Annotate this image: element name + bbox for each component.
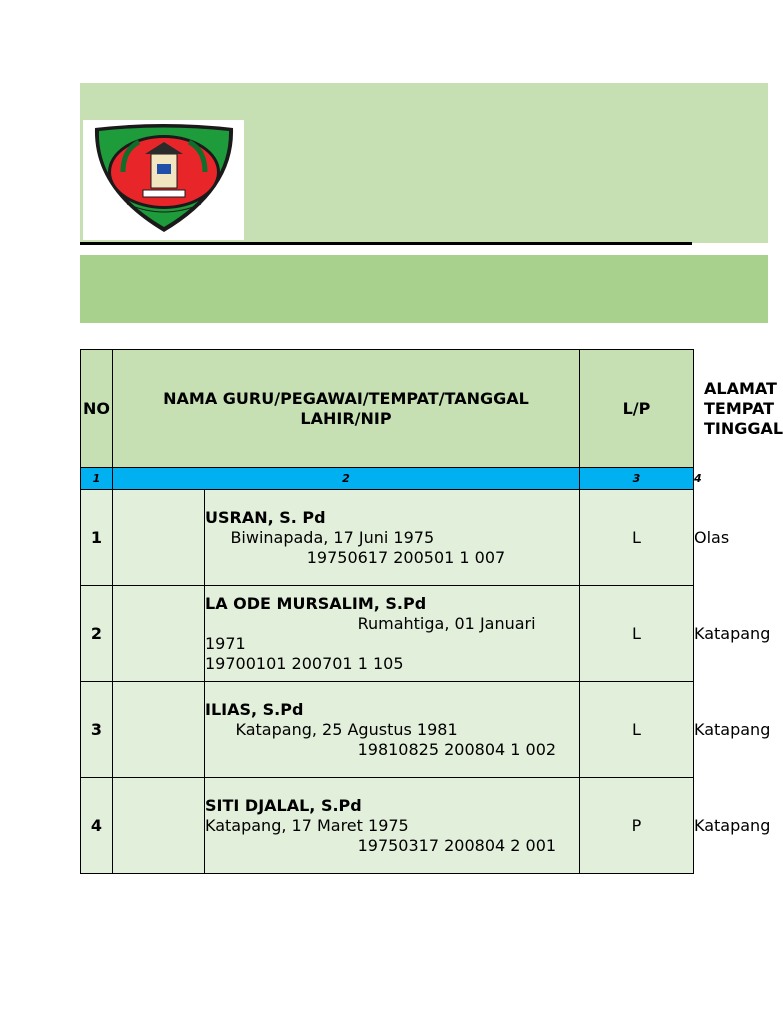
table-row: 1 USRAN, S. Pd Biwinapada, 17 Juni 1975 19750617 200501 1 007 L Olas — [81, 490, 694, 586]
row-number: 1 — [81, 490, 113, 586]
column-header-name-text: NAMA GURU/PEGAWAI/TEMPAT/TANGGAL LAHIR/NIP — [163, 388, 529, 428]
staff-gender: L — [580, 586, 694, 682]
staff-details — [205, 490, 580, 586]
row-number: 4 — [81, 778, 113, 874]
row-number: 2 — [81, 586, 113, 682]
table-row: 3 ILIAS, S.Pd Katapang, 25 Agustus 1981 19810825 200804 1 002 L Katapang — [81, 682, 694, 778]
staff-name: LA ODE MURSALIM, S.Pd — [205, 593, 427, 613]
staff-name: SITI DJALAL, S.Pd — [205, 795, 362, 815]
staff-birth-nip: Katapang, 17 Maret 1975 19750317 200804 2 001 — [205, 815, 557, 855]
empty-cell — [113, 490, 205, 586]
staff-table — [80, 349, 783, 874]
table-row: 2 LA ODE MURSALIM, S.Pd Rumahtiga, 01 Januari 1971 19700101 200701 1 105 L Katapang — [81, 586, 694, 682]
column-header-address-text: ALAMAT TEMPAT TINGGAL — [704, 378, 783, 438]
staff-birth-nip: Biwinapada, 17 Juni 1975 19750617 200501 1 007 — [230, 527, 506, 567]
staff-name: ILIAS, S.Pd — [205, 699, 304, 719]
staff-gender: L — [580, 682, 694, 778]
empty-cell — [113, 586, 205, 682]
column-number: 1 — [81, 468, 113, 490]
column-header-gender: L/P — [580, 350, 694, 468]
header-divider — [80, 242, 692, 245]
logo — [83, 120, 244, 240]
table-row: 4 SITI DJALAL, S.Pd Katapang, 17 Maret 1975 19750317 200804 2 001 P Katapang — [81, 778, 694, 874]
regional-emblem-shield-icon — [83, 120, 244, 240]
column-number: 2 — [113, 468, 580, 490]
staff-gender: P — [580, 778, 694, 874]
column-header-no: NO — [81, 350, 113, 468]
staff-details — [205, 778, 580, 874]
title-band — [80, 255, 768, 323]
empty-cell — [113, 682, 205, 778]
column-number: 3 — [580, 468, 694, 490]
staff-birth-nip: Rumahtiga, 01 Januari 1971 19700101 200701 1 105 — [205, 613, 536, 673]
column-number-row: 1 2 3 4 — [81, 468, 694, 490]
staff-gender: L — [580, 490, 694, 586]
staff-details — [205, 682, 580, 778]
column-header-name — [113, 350, 580, 468]
staff-birth-nip: Katapang, 25 Agustus 1981 19810825 200804 1 002 — [235, 719, 557, 759]
staff-details — [205, 586, 580, 682]
empty-cell — [113, 778, 205, 874]
row-number: 3 — [81, 682, 113, 778]
table-header-row — [81, 350, 694, 468]
staff-name: USRAN, S. Pd — [205, 507, 326, 527]
